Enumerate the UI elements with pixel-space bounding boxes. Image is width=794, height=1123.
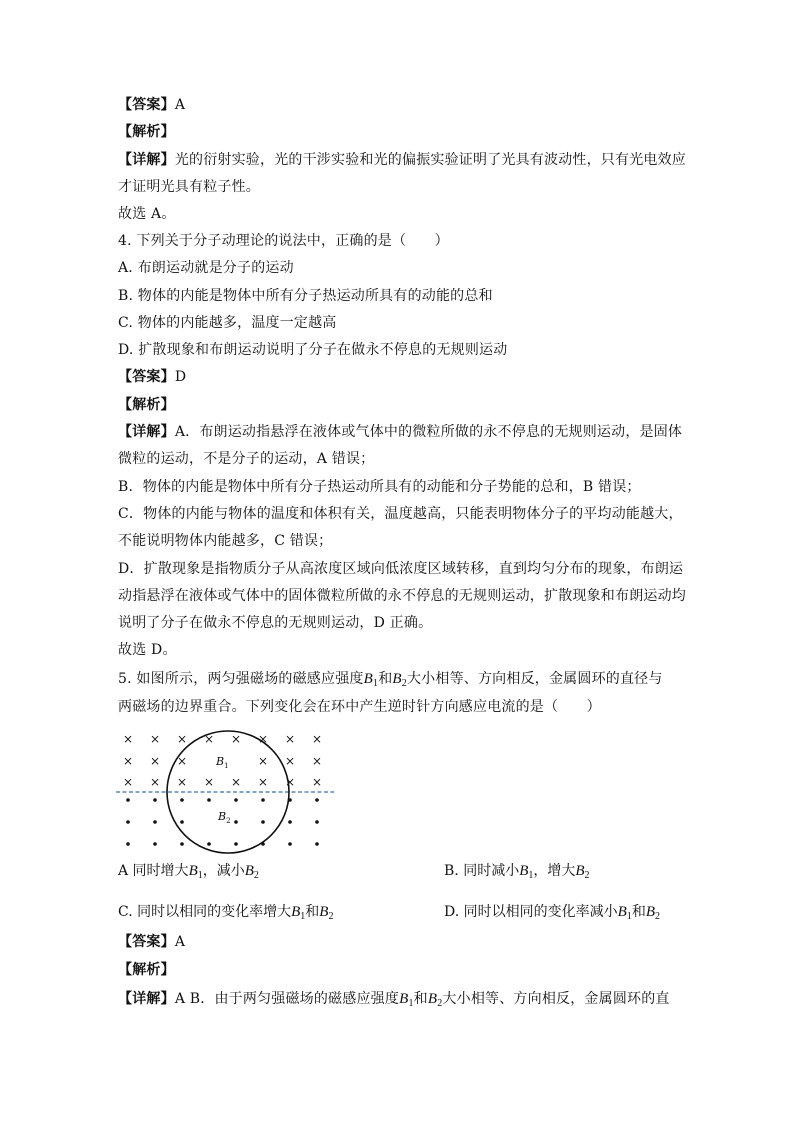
symbol-subscript: 2 bbox=[253, 870, 259, 881]
question-5-option-a bbox=[118, 862, 259, 885]
label-letter: B bbox=[216, 755, 225, 768]
field-into-page-mark: × bbox=[122, 732, 134, 746]
symbol-letter: B bbox=[319, 904, 329, 920]
field-into-page-mark: × bbox=[311, 754, 323, 768]
symbol-letter: B bbox=[363, 671, 373, 687]
symbol-letter: B bbox=[519, 863, 529, 879]
field-out-of-page-mark bbox=[234, 798, 238, 802]
detail-text: 不能说明物体内能越多，C 错误； bbox=[118, 533, 333, 549]
conclusion-q3 bbox=[118, 205, 176, 223]
detail-text: B．物体的内能是物体中所有分子热运动所具有的动能和分子势能的总和，B 错误； bbox=[118, 479, 641, 495]
question-5-stem-1 bbox=[118, 670, 663, 693]
question-5-option-c bbox=[118, 903, 333, 926]
detail-tag: 【详解】 bbox=[118, 424, 175, 440]
field-into-page-mark: × bbox=[203, 775, 215, 789]
field-out-of-page-mark bbox=[153, 842, 157, 846]
detail-text: C．物体的内能与物体的温度和体积有关，温度越高，只能表明物体分子的平均动能越大， bbox=[118, 506, 683, 522]
symbol-letter: B bbox=[392, 671, 402, 687]
symbol-subscript: 1 bbox=[408, 998, 414, 1009]
symbol-b2 bbox=[428, 991, 443, 1007]
symbol-subscript: 2 bbox=[401, 678, 407, 689]
symbol-letter: B bbox=[645, 904, 655, 920]
field-out-of-page-mark bbox=[288, 842, 292, 846]
symbol-b2 bbox=[392, 671, 407, 687]
question-5-option-b bbox=[444, 862, 590, 885]
detail-tag: 【详解】 bbox=[118, 991, 175, 1007]
field-into-page-mark: × bbox=[122, 754, 134, 768]
symbol-b1 bbox=[364, 671, 379, 687]
question-text: 和 bbox=[378, 671, 393, 687]
question-4-option-c bbox=[118, 314, 337, 332]
field-out-of-page-mark bbox=[288, 820, 292, 824]
option-text: C. 同时以相同的变化率增大 bbox=[118, 904, 292, 920]
conclusion-text: 故选 D。 bbox=[118, 642, 177, 658]
label-subscript: 2 bbox=[226, 817, 231, 825]
field-into-page-mark: × bbox=[149, 754, 161, 768]
answer-tag: 【答案】 bbox=[118, 369, 175, 385]
question-4-option-d bbox=[118, 341, 507, 359]
field-into-page-mark: × bbox=[230, 732, 242, 746]
answer-value: A bbox=[174, 934, 186, 950]
detail-text: D．扩散现象是指物质分子从高浓度区域向低浓度区域转移，直到均匀分布的现象，布朗运 bbox=[118, 561, 684, 577]
field-out-of-page-mark bbox=[126, 820, 130, 824]
label-letter: B bbox=[218, 810, 227, 823]
analysis-heading-q5 bbox=[118, 961, 175, 979]
symbol-letter: B bbox=[617, 904, 627, 920]
field-into-page-mark: × bbox=[257, 732, 269, 746]
field-into-page-mark: × bbox=[311, 732, 323, 746]
symbol-b2 bbox=[646, 904, 660, 920]
detail-text: 说明了分子在做永不停息的无规则运动，D 正确。 bbox=[118, 615, 433, 631]
detail-line-q4-7 bbox=[118, 587, 686, 605]
field-into-page-mark: × bbox=[176, 732, 188, 746]
symbol-b2 bbox=[575, 863, 589, 879]
question-4-option-b bbox=[118, 287, 493, 305]
question-text: 5. 如图所示，两匀强磁场的磁感应强度 bbox=[118, 671, 364, 687]
option-text: 和 bbox=[631, 904, 646, 920]
symbol-b1 bbox=[189, 863, 203, 879]
question-text: 大小相等、方向相反，金属圆环的直径与 bbox=[406, 671, 663, 687]
symbol-letter: B bbox=[427, 991, 438, 1007]
field-out-of-page-mark bbox=[180, 820, 184, 824]
detail-text: 光的衍射实验，光的干涉实验和光的偏振实验证明了光具有波动性，只有光电效应 bbox=[174, 152, 687, 168]
field-out-of-page-mark bbox=[234, 842, 238, 846]
field-out-of-page-mark bbox=[180, 798, 184, 802]
detail-line-q4-1 bbox=[118, 423, 682, 441]
field-out-of-page-mark bbox=[126, 798, 130, 802]
field-out-of-page-mark bbox=[234, 820, 238, 824]
field-into-page-mark: × bbox=[203, 732, 215, 746]
symbol-subscript: 2 bbox=[328, 911, 334, 922]
analysis-tag: 【解析】 bbox=[118, 397, 175, 413]
detail-line-q4-2 bbox=[118, 450, 374, 468]
option-text: A. 布朗运动就是分子的运动 bbox=[118, 260, 294, 276]
detail-tag: 【详解】 bbox=[118, 152, 175, 168]
option-text: B. 同时减小 bbox=[444, 863, 520, 879]
field-into-page-mark: × bbox=[284, 775, 296, 789]
analysis-heading-q3 bbox=[118, 123, 175, 141]
label-subscript: 1 bbox=[224, 762, 229, 770]
option-text: B. 物体的内能是物体中所有分子热运动所具有的动能的总和 bbox=[118, 288, 493, 304]
field-into-page-mark: × bbox=[230, 775, 242, 789]
answer-value: A bbox=[174, 97, 186, 113]
detail-text: 才证明光具有粒子性。 bbox=[118, 179, 260, 195]
field-out-of-page-mark bbox=[153, 820, 157, 824]
detail-line-q4-6 bbox=[118, 560, 683, 578]
answer-line-q5 bbox=[118, 933, 185, 951]
detail-line-q5-1 bbox=[118, 990, 670, 1013]
analysis-heading-q4 bbox=[118, 396, 175, 414]
symbol-subscript: 1 bbox=[626, 911, 632, 922]
question-5-option-d bbox=[444, 903, 660, 926]
symbol-b2 bbox=[245, 863, 259, 879]
field-out-of-page-mark bbox=[207, 842, 211, 846]
detail-line-q4-5 bbox=[118, 532, 332, 550]
analysis-tag: 【解析】 bbox=[118, 962, 175, 978]
conclusion-q4 bbox=[118, 641, 177, 659]
symbol-letter: B bbox=[399, 991, 409, 1007]
option-text: ，减小 bbox=[202, 863, 245, 879]
detail-line-q4-8 bbox=[118, 614, 432, 632]
field-into-page-mark: × bbox=[122, 775, 134, 789]
field-into-page-mark: × bbox=[257, 754, 269, 768]
detail-text: A．布朗运动指悬浮在液体或气体中的微粒所做的永不停息的无规则运动，是固体 bbox=[174, 424, 683, 440]
symbol-letter: B bbox=[291, 904, 301, 920]
symbol-letter: B bbox=[244, 863, 254, 879]
answer-line-q3 bbox=[118, 96, 185, 114]
detail-text: 动指悬浮在液体或气体中的固体微粒所做的永不停息的无规则运动，扩散现象和布朗运动均 bbox=[118, 588, 686, 604]
field-into-page-mark: × bbox=[311, 775, 323, 789]
symbol-b1 bbox=[618, 904, 632, 920]
symbol-subscript: 1 bbox=[300, 911, 306, 922]
field-out-of-page-mark bbox=[207, 798, 211, 802]
question-4-stem bbox=[118, 232, 449, 250]
symbol-subscript: 1 bbox=[197, 870, 203, 881]
field-out-of-page-mark bbox=[153, 798, 157, 802]
magnetic-field-diagram bbox=[112, 728, 342, 856]
symbol-subscript: 2 bbox=[584, 870, 590, 881]
detail-text: 大小相等、方向相反，金属圆环的直 bbox=[442, 991, 670, 1007]
option-text: ，增大 bbox=[533, 863, 576, 879]
field-out-of-page-mark bbox=[261, 798, 265, 802]
analysis-tag: 【解析】 bbox=[118, 124, 175, 140]
answer-line-q4 bbox=[118, 368, 186, 386]
detail-line-q3-2 bbox=[118, 178, 260, 196]
conclusion-text: 故选 A。 bbox=[118, 206, 176, 222]
field-out-of-page-mark bbox=[315, 820, 319, 824]
field-into-page-mark: × bbox=[149, 732, 161, 746]
question-text: 两磁场的边界重合。下列变化会在环中产生逆时针方向感应电流的是（ ） bbox=[118, 699, 601, 715]
field-into-page-mark: × bbox=[176, 754, 188, 768]
field-marks bbox=[123, 732, 322, 846]
symbol-b1 bbox=[399, 991, 414, 1007]
symbol-subscript: 2 bbox=[654, 911, 660, 922]
label-b2 bbox=[217, 810, 231, 825]
field-into-page-mark: × bbox=[149, 775, 161, 789]
detail-text: A B．由于两匀强磁场的磁感应强度 bbox=[174, 991, 400, 1007]
option-text: A 同时增大 bbox=[118, 863, 189, 879]
field-out-of-page-mark bbox=[180, 842, 184, 846]
detail-line-q4-3 bbox=[118, 478, 641, 496]
answer-tag: 【答案】 bbox=[118, 97, 175, 113]
question-4-option-a bbox=[118, 259, 294, 277]
option-text: D. 扩散现象和布朗运动说明了分子在做永不停息的无规则运动 bbox=[118, 342, 508, 358]
field-out-of-page-mark bbox=[126, 842, 130, 846]
field-into-page-mark: × bbox=[284, 732, 296, 746]
symbol-letter: B bbox=[575, 863, 585, 879]
symbol-b1 bbox=[291, 904, 305, 920]
question-5-stem-2 bbox=[118, 698, 601, 716]
field-out-of-page-mark bbox=[315, 842, 319, 846]
field-into-page-mark: × bbox=[176, 775, 188, 789]
symbol-subscript: 1 bbox=[528, 870, 534, 881]
symbol-b1 bbox=[519, 863, 533, 879]
detail-text: 和 bbox=[413, 991, 428, 1007]
field-into-page-mark: × bbox=[257, 775, 269, 789]
field-out-of-page-mark bbox=[315, 798, 319, 802]
symbol-letter: B bbox=[188, 863, 198, 879]
field-out-of-page-mark bbox=[261, 820, 265, 824]
field-into-page-mark: × bbox=[284, 754, 296, 768]
detail-line-q3-1 bbox=[118, 151, 686, 169]
option-text: C. 物体的内能越多，温度一定越高 bbox=[118, 315, 337, 331]
symbol-subscript: 1 bbox=[372, 678, 379, 689]
question-text: 4. 下列关于分子动理论的说法中，正确的是（ ） bbox=[118, 233, 449, 249]
detail-text: 微粒的运动，不是分子的运动，A 错误； bbox=[118, 451, 375, 467]
detail-line-q4-4 bbox=[118, 505, 683, 523]
option-text: D. 同时以相同的变化率减小 bbox=[444, 904, 618, 920]
answer-tag: 【答案】 bbox=[118, 934, 175, 950]
symbol-subscript: 2 bbox=[437, 998, 443, 1009]
option-text: 和 bbox=[305, 904, 320, 920]
symbol-b2 bbox=[319, 904, 333, 920]
label-b1 bbox=[215, 755, 229, 770]
answer-value: D bbox=[174, 369, 187, 385]
